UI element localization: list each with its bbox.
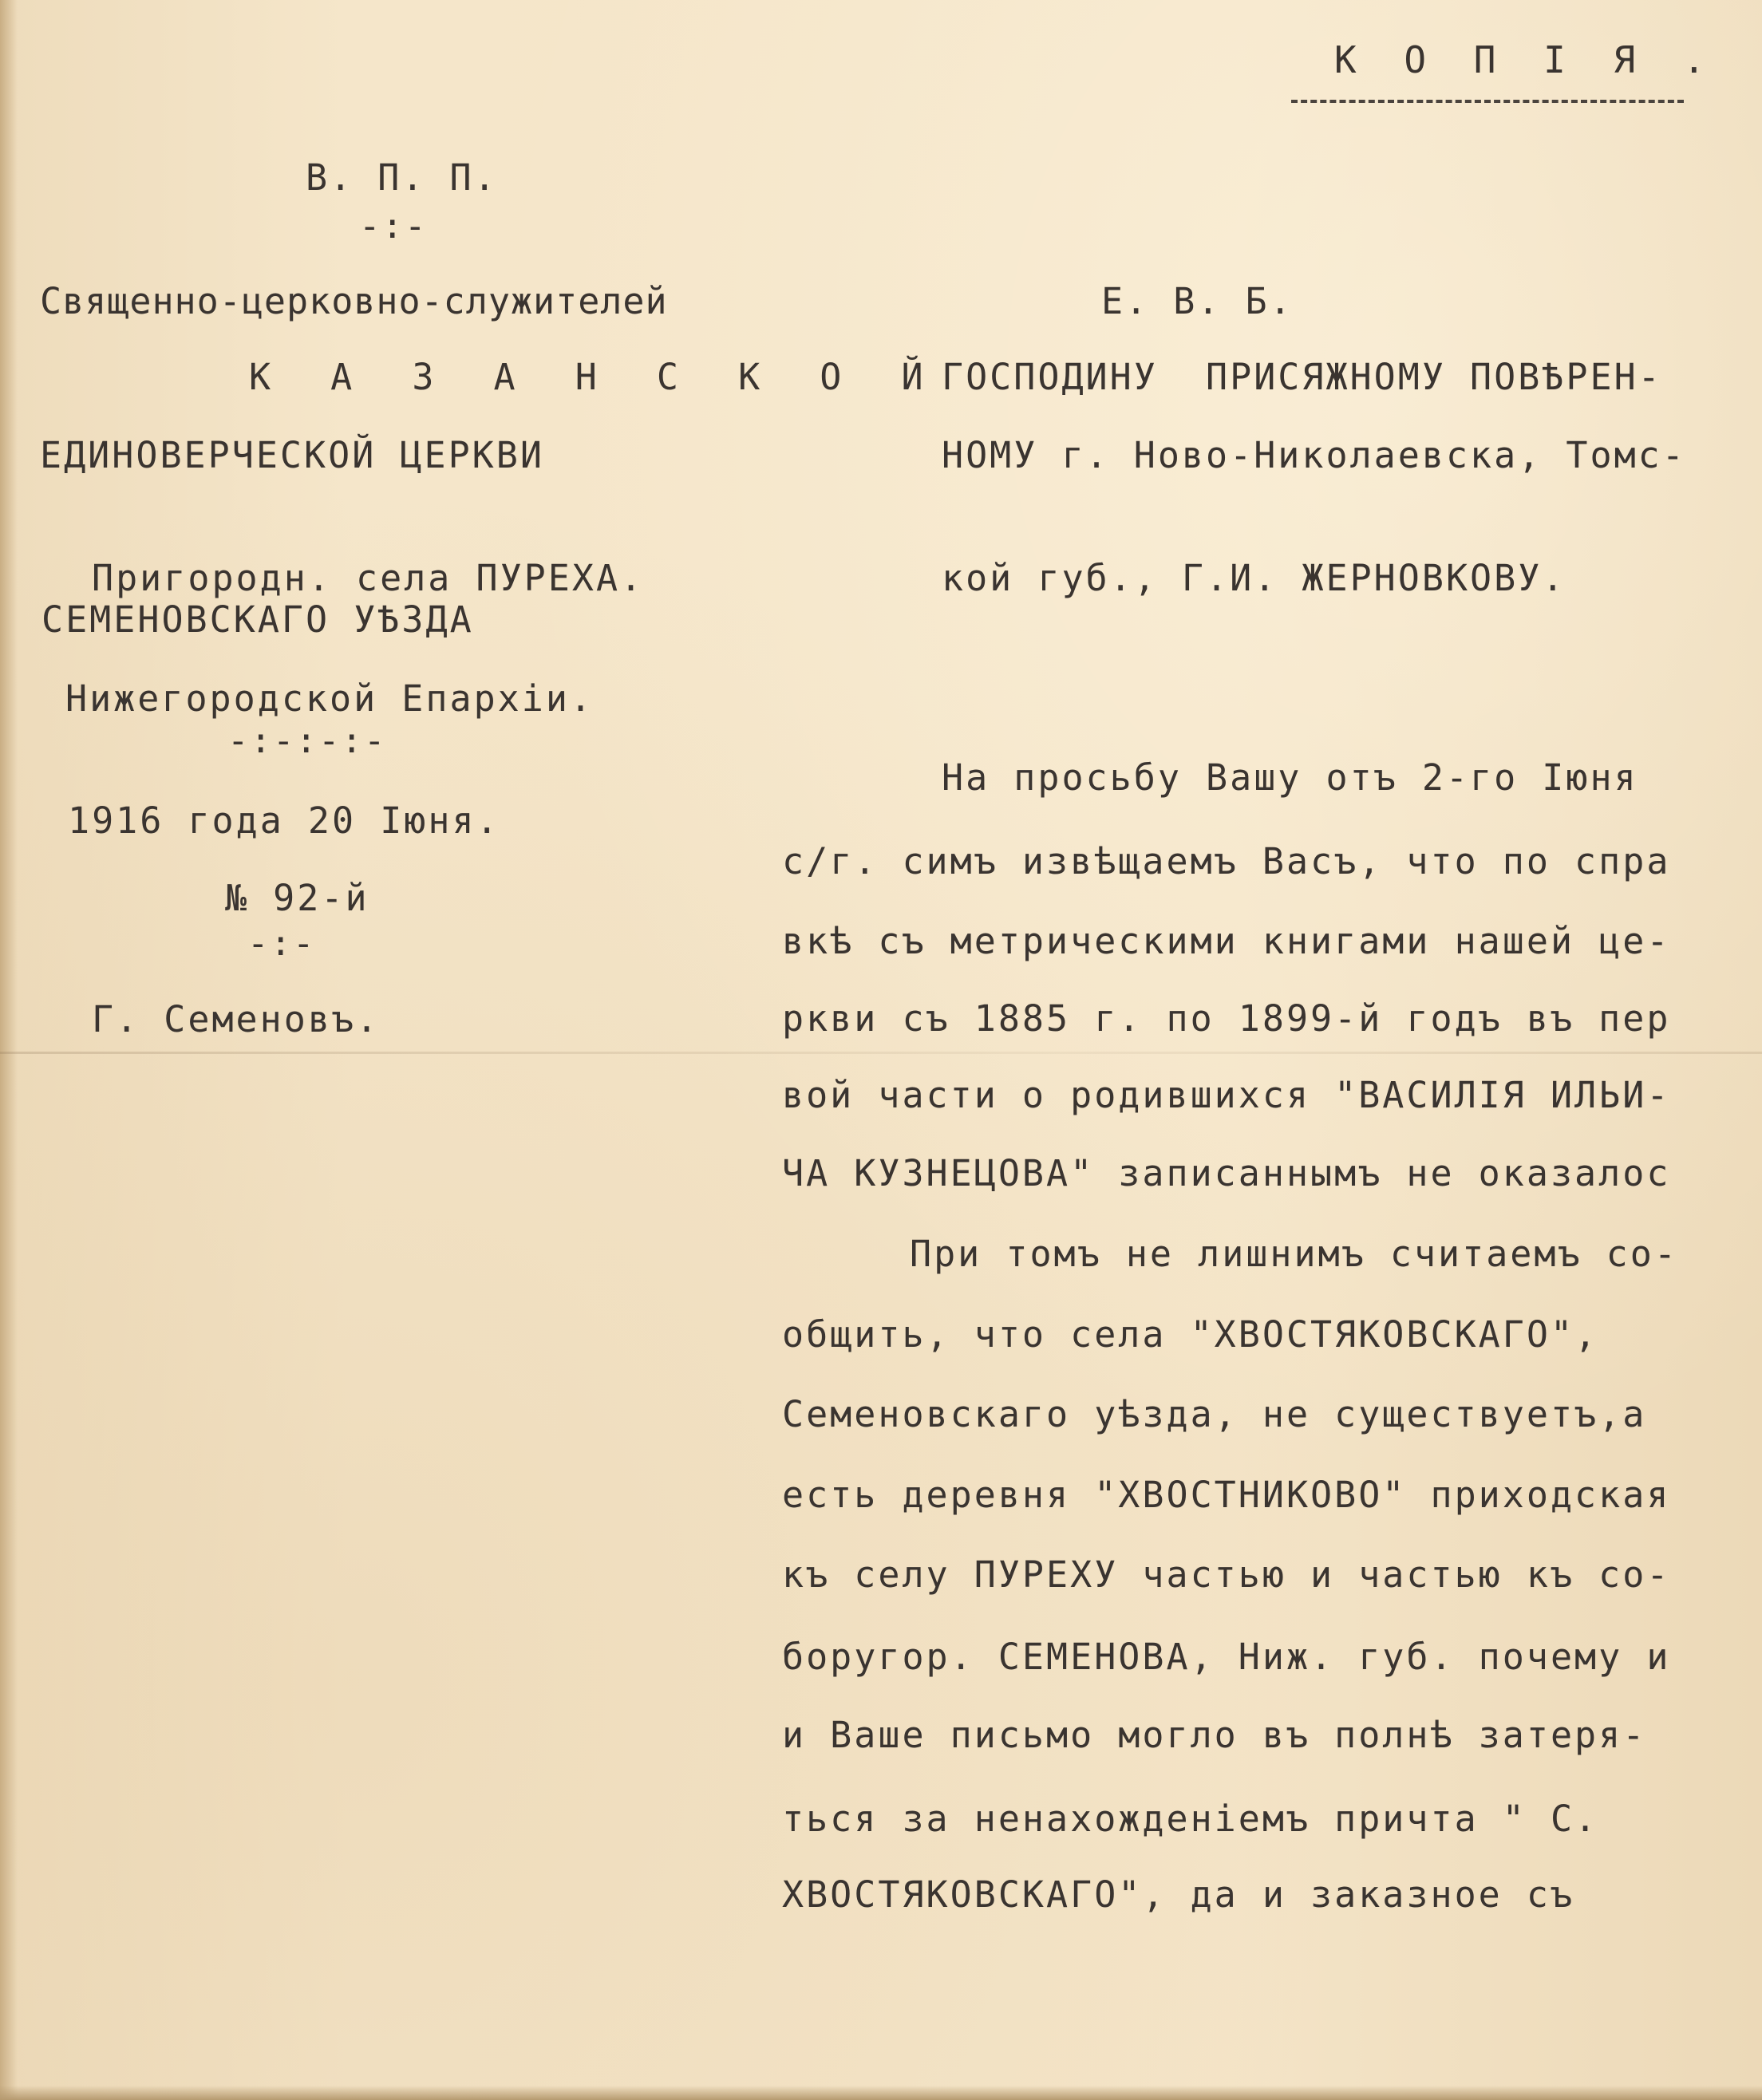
- header-initials: В. П. П.: [306, 156, 498, 199]
- addressee-line-3: кой губ., Г.И. ЖЕРНОВКОВУ.: [942, 557, 1566, 599]
- header-church-type: ЕДИНОВЕРЧЕСКОЙ ЦЕРКВИ: [40, 434, 544, 476]
- header-city: Г. Семеновъ.: [92, 998, 381, 1040]
- body-line: есть деревня "ХВОСТНИКОВО" приходская: [782, 1474, 1671, 1516]
- header-separator-2: -:-:-:-: [227, 720, 387, 761]
- body-line: На просьбу Вашу отъ 2-го Іюня: [942, 756, 1638, 799]
- body-line: общить, что села "ХВОСТЯКОВСКАГО",: [782, 1313, 1599, 1356]
- body-line: ХВОСТЯКОВСКАГО", да и заказное съ: [782, 1873, 1575, 1916]
- body-line: вкѣ съ метрическими книгами нашей це-: [782, 920, 1671, 962]
- body-line: ЧА КУЗНЕЦОВА" записаннымъ не оказалос: [782, 1152, 1671, 1194]
- header-clergy-line: Священно-церковно-служителей: [40, 280, 668, 322]
- body-line: с/г. симъ извѣщаемъ Васъ, что по спра: [782, 840, 1671, 882]
- paper-bottom-edge: [0, 2086, 1762, 2100]
- copy-mark: К О П І Я .: [1334, 38, 1718, 81]
- body-line: боругор. СЕМЕНОВА, Ниж. губ. почему и: [782, 1636, 1671, 1678]
- body-line: вой части о родившихся "ВАСИЛІЯ ИЛЬИ-: [782, 1074, 1671, 1116]
- body-line: Семеновскаго уѣзда, не существуетъ,а: [782, 1393, 1647, 1435]
- addressee-line-2: НОМУ г. Ново-Николаевска, Томс-: [942, 434, 1686, 476]
- addressee-line-1: ГОСПОДИНУ ПРИСЯЖНОМУ ПОВѢРЕН-: [942, 356, 1662, 398]
- header-number: № 92-й: [225, 877, 369, 919]
- paper-left-edge: [0, 0, 18, 2100]
- body-line: и Ваше письмо могло въ полнѣ затеря-: [782, 1714, 1647, 1756]
- addressee-salutation: Е. В. Б.: [1101, 280, 1294, 322]
- body-line: ться за ненахожденіемъ причта " С.: [782, 1798, 1599, 1840]
- header-separator-1: -:-: [359, 206, 428, 247]
- body-line: При томъ не лишнимъ считаемъ со-: [910, 1233, 1678, 1275]
- copy-mark-underline: [1291, 100, 1684, 103]
- header-separator-3: -:-: [247, 923, 316, 964]
- header-date: 1916 года 20 Іюня.: [68, 799, 500, 842]
- body-line: къ селу ПУРЕХУ частью и частью къ со-: [782, 1553, 1671, 1596]
- header-district: СЕМЕНОВСКАГО УѢЗДА: [41, 598, 474, 641]
- header-church-name: К А З А Н С К О Й: [249, 356, 942, 398]
- paper-fold-crease: [0, 1052, 1762, 1054]
- body-line: ркви съ 1885 г. по 1899-й годъ въ пер: [782, 997, 1671, 1040]
- header-eparchy: Нижегородской Епархіи.: [65, 677, 595, 720]
- header-village: Пригородн. села ПУРЕХА.: [92, 557, 645, 599]
